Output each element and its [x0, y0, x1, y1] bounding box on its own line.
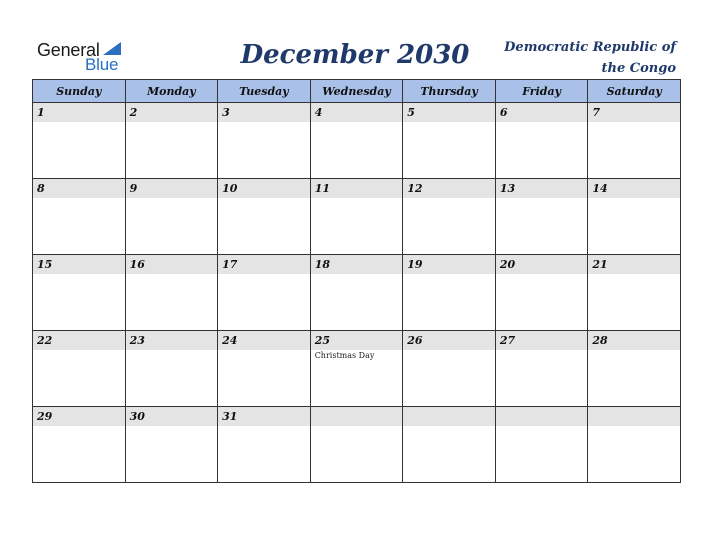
day-number-bar	[218, 407, 310, 426]
week-row	[33, 179, 681, 255]
day-number-bar	[311, 103, 403, 122]
day-number-bar	[403, 103, 495, 122]
day-number-bar	[403, 179, 495, 198]
day-cell	[125, 103, 218, 179]
day-cell	[218, 407, 311, 483]
logo-word-blue: Blue	[85, 55, 119, 74]
day-number-bar	[311, 179, 403, 198]
day-number: 14	[592, 182, 608, 195]
day-cell	[495, 103, 588, 179]
week-row	[33, 103, 681, 179]
day-cell	[310, 179, 403, 255]
holiday-event	[33, 426, 125, 427]
week-row	[33, 407, 681, 483]
day-number	[588, 407, 680, 410]
holiday-event	[218, 426, 310, 427]
day-number-bar	[126, 407, 218, 426]
day-number-bar	[496, 255, 588, 274]
country-line-2: the Congo	[601, 61, 676, 76]
day-cell	[33, 331, 126, 407]
day-number-bar	[33, 179, 125, 198]
holiday-event	[588, 426, 680, 427]
day-cell	[588, 255, 681, 331]
day-number: 1	[37, 106, 45, 119]
day-cell	[33, 103, 126, 179]
day-cell	[310, 103, 403, 179]
day-number-bar	[218, 255, 310, 274]
day-number-bar	[218, 179, 310, 198]
holiday-event	[311, 426, 403, 427]
day-cell	[403, 103, 496, 179]
weekday-header: Thursday	[403, 80, 496, 103]
holiday-event	[218, 122, 310, 123]
day-number-bar	[403, 331, 495, 350]
holiday-event	[588, 274, 680, 275]
logo-word-general: General	[37, 40, 100, 60]
holiday-event	[126, 274, 218, 275]
weekday-header: Friday	[495, 80, 588, 103]
holiday-event	[126, 198, 218, 199]
day-cell	[218, 179, 311, 255]
day-cell	[588, 179, 681, 255]
day-number-bar	[588, 407, 680, 426]
country-line-1: Democratic Republic of	[504, 40, 676, 55]
day-cell	[310, 331, 403, 407]
weekday-header: Wednesday	[310, 80, 403, 103]
day-cell	[125, 179, 218, 255]
week-row	[33, 255, 681, 331]
day-number-bar	[588, 255, 680, 274]
day-number-bar	[496, 331, 588, 350]
day-number-bar	[126, 331, 218, 350]
day-cell	[125, 407, 218, 483]
holiday-event	[33, 122, 125, 123]
day-number: 2	[129, 106, 138, 119]
day-cell	[403, 179, 496, 255]
day-number: 30	[129, 410, 145, 423]
day-number: 7	[592, 106, 601, 119]
holiday-event	[496, 426, 588, 427]
day-number-bar	[126, 255, 218, 274]
day-number	[496, 407, 588, 410]
holiday-event	[126, 426, 218, 427]
day-number: 20	[499, 258, 516, 271]
holiday-event	[588, 122, 680, 123]
day-number-bar	[126, 179, 218, 198]
day-number: 19	[407, 258, 423, 271]
holiday-event	[588, 350, 680, 351]
day-number-bar	[126, 103, 218, 122]
weekday-header: Tuesday	[218, 80, 311, 103]
day-cell	[588, 331, 681, 407]
empty-day-cell	[495, 407, 588, 483]
day-number: 31	[222, 410, 238, 423]
empty-day-cell	[403, 407, 496, 483]
day-number-bar	[588, 179, 680, 198]
day-number-bar	[588, 331, 680, 350]
day-number: 4	[314, 106, 323, 119]
holiday-event	[403, 274, 495, 275]
weekday-header: Monday	[125, 80, 218, 103]
day-number-bar	[33, 103, 125, 122]
day-number: 12	[407, 182, 423, 195]
day-number: 18	[314, 258, 330, 271]
day-number: 15	[37, 258, 53, 271]
holiday-event	[403, 198, 495, 199]
empty-day-cell	[310, 407, 403, 483]
day-number: 5	[407, 106, 415, 119]
day-cell	[125, 331, 218, 407]
day-number: 8	[37, 182, 45, 195]
day-cell	[218, 331, 311, 407]
day-number-bar	[311, 331, 403, 350]
day-number: 27	[499, 334, 516, 347]
holiday-event	[403, 426, 495, 427]
day-number-bar	[496, 179, 588, 198]
day-cell	[218, 255, 311, 331]
holiday-event	[403, 122, 495, 123]
holiday-event	[588, 198, 680, 199]
day-cell	[125, 255, 218, 331]
day-number-bar	[218, 103, 310, 122]
day-number: 24	[222, 334, 238, 347]
logo-flag-icon	[103, 42, 121, 55]
day-number: 16	[129, 258, 145, 271]
weekday-header: Sunday	[33, 80, 126, 103]
holiday-event	[496, 122, 588, 123]
day-cell	[403, 255, 496, 331]
day-number: 21	[592, 258, 608, 271]
day-number: 22	[37, 334, 53, 347]
day-number: 25	[314, 334, 330, 347]
calendar-grid	[32, 79, 681, 483]
holiday-event	[126, 122, 218, 123]
day-number: 23	[129, 334, 145, 347]
weekday-header-row	[33, 80, 681, 103]
day-cell	[33, 255, 126, 331]
holiday-event	[403, 350, 495, 351]
day-number-bar	[403, 407, 495, 426]
holiday-event	[218, 274, 310, 275]
day-number	[311, 407, 403, 410]
day-cell	[33, 179, 126, 255]
day-number: 26	[407, 334, 423, 347]
calendar-title: December 2030	[240, 40, 470, 70]
holiday-event	[218, 350, 310, 351]
day-number: 28	[592, 334, 608, 347]
day-number-bar	[33, 331, 125, 350]
day-number: 29	[37, 410, 53, 423]
holiday-event	[311, 274, 403, 275]
day-cell	[495, 179, 588, 255]
day-number	[403, 407, 495, 410]
holiday-event	[218, 198, 310, 199]
holiday-event	[496, 274, 588, 275]
generalblue-logo	[37, 40, 137, 74]
week-row	[33, 331, 681, 407]
day-number: 10	[222, 182, 238, 195]
day-number: 17	[222, 258, 238, 271]
day-number: 6	[499, 106, 508, 119]
day-number-bar	[33, 407, 125, 426]
day-number-bar	[496, 407, 588, 426]
day-number-bar	[311, 407, 403, 426]
holiday-event	[311, 122, 403, 123]
day-number-bar	[311, 255, 403, 274]
day-number-bar	[403, 255, 495, 274]
day-number: 9	[129, 182, 138, 195]
day-number: 11	[314, 182, 330, 195]
country-name	[476, 37, 676, 79]
day-cell	[588, 103, 681, 179]
weekday-header: Saturday	[588, 80, 681, 103]
holiday-event	[33, 274, 125, 275]
holiday-event	[33, 198, 125, 199]
day-number-bar	[33, 255, 125, 274]
day-number-bar	[588, 103, 680, 122]
empty-day-cell	[588, 407, 681, 483]
holiday-event: Christmas Day	[314, 351, 375, 360]
day-cell	[495, 331, 588, 407]
day-number-bar	[496, 103, 588, 122]
day-cell	[218, 103, 311, 179]
day-number: 3	[222, 106, 230, 119]
holiday-event	[311, 198, 403, 199]
holiday-event	[496, 198, 588, 199]
holiday-event	[126, 350, 218, 351]
holiday-event	[496, 350, 588, 351]
day-cell	[33, 407, 126, 483]
day-number-bar	[218, 331, 310, 350]
day-number: 13	[499, 182, 516, 195]
day-cell	[403, 331, 496, 407]
day-cell	[495, 255, 588, 331]
holiday-event	[33, 350, 125, 351]
day-cell	[310, 255, 403, 331]
